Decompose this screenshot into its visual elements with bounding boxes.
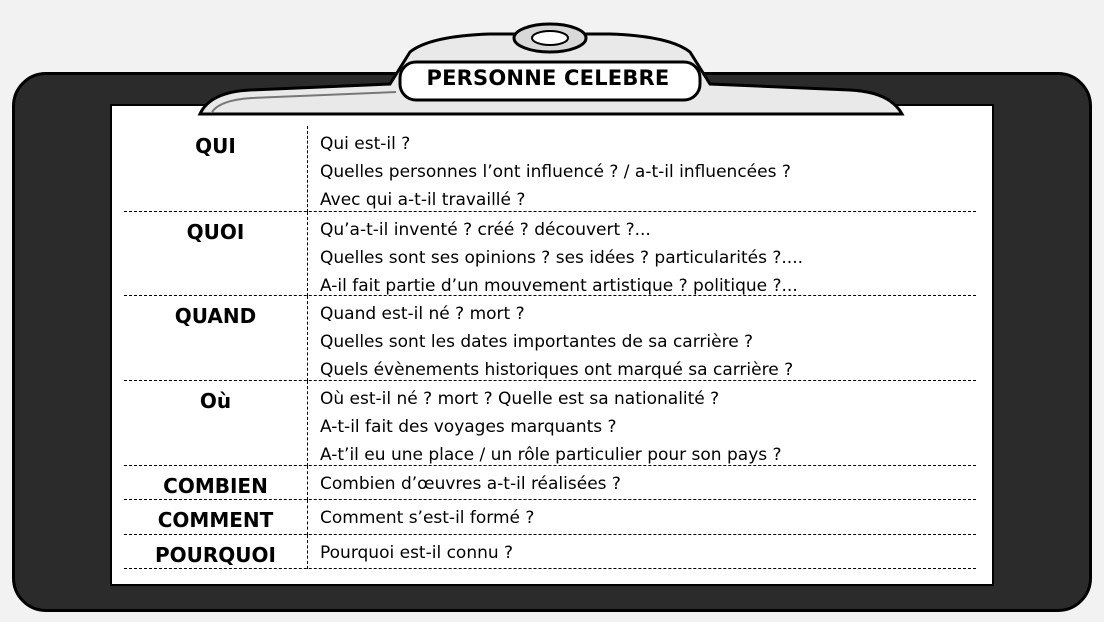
question-line: Quels évènements historiques ont marqué sa carrière ? bbox=[320, 360, 794, 380]
question-table bbox=[124, 126, 976, 569]
row-questions bbox=[308, 296, 976, 381]
table-row bbox=[124, 381, 976, 466]
question-line: Comment s’est-il formé ? bbox=[320, 508, 535, 528]
question-line: Quelles sont les dates importantes de sa carrière ? bbox=[320, 332, 754, 352]
row-questions bbox=[308, 466, 976, 500]
question-line: A-t’il eu une place / un rôle particulier pour son pays ? bbox=[320, 445, 782, 465]
row-keyword: POURQUOI bbox=[124, 535, 308, 569]
row-keyword: QUI bbox=[124, 126, 308, 212]
question-line: Quelles personnes l’ont influencé ? / a-t-il influencées ? bbox=[320, 162, 791, 182]
question-line: Combien d’œuvres a-t-il réalisées ? bbox=[320, 474, 621, 494]
question-line: A-t-il fait des voyages marquants ? bbox=[320, 417, 617, 437]
row-questions bbox=[308, 126, 976, 212]
table-row bbox=[124, 500, 976, 535]
question-line: Qui est-il ? bbox=[320, 134, 411, 154]
table-row bbox=[124, 212, 976, 296]
row-keyword: COMMENT bbox=[124, 500, 308, 535]
row-keyword: QUOI bbox=[124, 212, 308, 296]
row-keyword: QUAND bbox=[124, 296, 308, 381]
row-questions bbox=[308, 212, 976, 296]
table-row bbox=[124, 466, 976, 500]
row-keyword: Où bbox=[124, 381, 308, 466]
question-line: Qu’a-t-il inventé ? créé ? découvert ?... bbox=[320, 220, 651, 240]
question-line: A-il fait partie d’un mouvement artistique ? politique ?... bbox=[320, 276, 798, 296]
table-row bbox=[124, 535, 976, 569]
question-line: Quand est-il né ? mort ? bbox=[320, 304, 525, 324]
row-questions bbox=[308, 381, 976, 466]
row-questions bbox=[308, 500, 976, 535]
table-row bbox=[124, 296, 976, 381]
row-questions bbox=[308, 535, 976, 569]
row-keyword: COMBIEN bbox=[124, 466, 308, 500]
question-line: Pourquoi est-il connu ? bbox=[320, 543, 514, 563]
question-line: Avec qui a-t-il travaillé ? bbox=[320, 190, 526, 210]
question-line: Où est-il né ? mort ? Quelle est sa nationalité ? bbox=[320, 389, 720, 409]
table-row bbox=[124, 126, 976, 212]
question-line: Quelles sont ses opinions ? ses idées ? particularités ?.... bbox=[320, 248, 804, 268]
page-title: PERSONNE CELEBRE bbox=[426, 66, 670, 90]
